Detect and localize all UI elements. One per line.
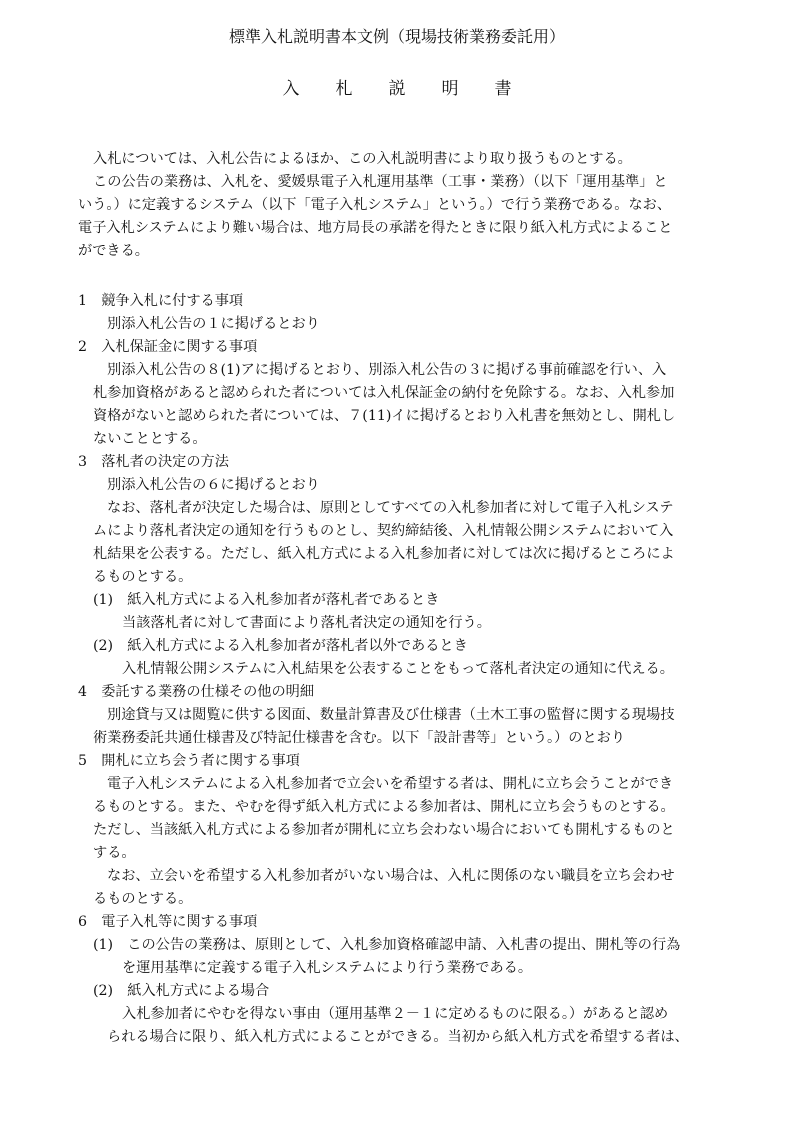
body-line: いう。）に定義するシステム（以下「電子入札システム」という。）で行う業務である。なお、 [78, 197, 672, 213]
body-line: ができる。 [78, 243, 149, 259]
subitem-heading: (1) 紙入札方式による入札参加者が落札者であるとき [93, 592, 440, 608]
section-heading: 6 電子入札等に関する事項 [78, 914, 258, 930]
body-line: るものとする。 [93, 891, 193, 907]
body-line: 当該落札者に対して書面により落札者決定の通知を行う。 [122, 615, 491, 631]
body-line: ないこととする。 [93, 431, 207, 447]
body-line: この公告の業務は、入札を、愛媛県電子入札運用基準（工事・業務）（以下「運用基準」と [93, 174, 668, 190]
subitem-heading: (2) 紙入札方式による場合 [93, 983, 270, 999]
body-line: るものとする。 [93, 569, 193, 585]
section-heading: 3 落札者の決定の方法 [78, 454, 229, 470]
section-heading: 2 入札保証金に関する事項 [78, 339, 258, 355]
body-line: 別途貸与又は閲覧に供する図面、数量計算書及び仕様書（土木工事の監督に関する現場技 [107, 707, 675, 723]
body-line: 電子入札システムによる入札参加者で立会いを希望する者は、開札に立ち会うことができ [107, 776, 674, 792]
section-heading: 1 競争入札に付する事項 [78, 293, 244, 309]
body-line: 電子入札システムにより難い場合は、地方局長の承諾を得たときに限り紙入札方式によること [78, 220, 673, 236]
body-line: 別添入札公告の１に掲げるとおり [107, 316, 320, 332]
body-line: られる場合に限り、紙入札方式によることができる。当初から紙入札方式を希望する者は、 [107, 1029, 689, 1045]
body-line: 札参加資格があると認められた者については入札保証金の納付を免除する。なお、入札参加 [93, 385, 675, 401]
body-line: する。 [93, 845, 136, 861]
body-line: ただし、当該紙入札方式による参加者が開札に立ち会わない場合においても開札するものと [93, 822, 675, 838]
body-line: を運用基準に定義する電子入札システムにより行う業務である。 [122, 960, 533, 976]
document-pretitle: 標準入札説明書本文例（現場技術業務委託用） [228, 27, 565, 46]
body-line: なお、落札者が決定した場合は、原則としてすべての入札参加者に対して電子入札システ [107, 500, 674, 516]
subitem-heading: (1) この公告の業務は、原則として、入札参加資格確認申請、入札書の提出、開札等の行為 [93, 937, 681, 953]
body-line: 入札情報公開システムに入札結果を公表することをもって落札者決定の通知に代える。 [122, 661, 674, 677]
body-line: 別添入札公告の８(1)アに掲げるとおり、別添入札公告の３に掲げる事前確認を行い、入 [107, 362, 667, 378]
document-title: 入札説明書 [282, 79, 548, 99]
body-line: 入札参加者にやむを得ない事由（運用基準２－１に定めるものに限る。）があると認め [122, 1006, 669, 1022]
body-line: るものとする。また、やむを得ず紙入札方式による参加者は、開札に立ち会うものとする。 [93, 799, 675, 815]
body-line: なお、立会いを希望する入札参加者がいない場合は、入札に関係のない職員を立ち会わせ [107, 868, 675, 884]
body-line: 別添入札公告の６に掲げるとおり [107, 477, 320, 493]
section-heading: 5 開札に立ち会う者に関する事項 [78, 753, 300, 769]
body-line: 術業務委託共通仕様書及び特記仕様書を含む。以下「設計書等」という。）のとおり [93, 730, 626, 746]
body-line: 札結果を公表する。ただし、紙入札方式による入札参加者に対しては次に掲げるところによ [93, 546, 675, 562]
body-line: 入札については、入札公告によるほか、この入札説明書により取り扱うものとする。 [93, 151, 632, 167]
section-heading: 4 委託する業務の仕様その他の明細 [78, 684, 315, 700]
body-line: 資格がないと認められた者については、７(11)イに掲げるとおり入札書を無効とし、開札し [93, 408, 676, 424]
subitem-heading: (2) 紙入札方式による入札参加者が落札者以外であるとき [93, 638, 468, 654]
body-line: ムにより落札者決定の通知を行うものとし、契約締結後、入札情報公開システムにおいて入 [93, 523, 674, 539]
